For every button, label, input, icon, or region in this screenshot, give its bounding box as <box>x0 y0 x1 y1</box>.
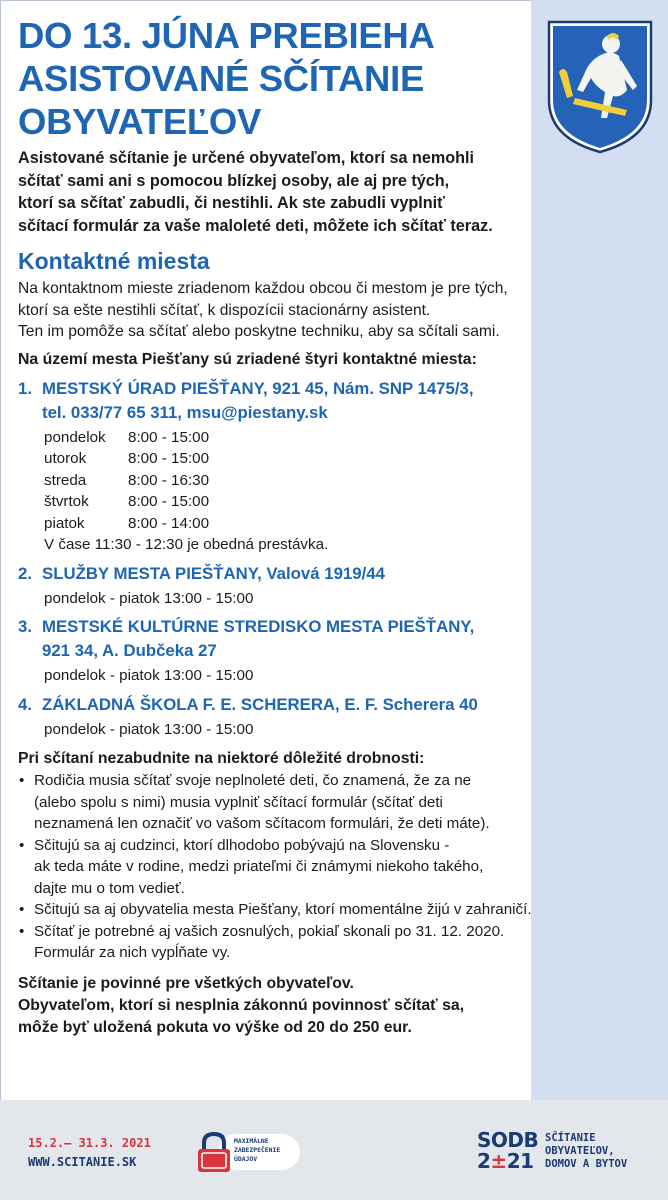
sodb-plusminus: ± <box>490 1149 507 1173</box>
note-line: Rodičia musia sčítať svoje neplnoleté deti, čo znamená, že za ne <box>34 772 472 789</box>
security-line: ZABEZPEČENIE <box>234 1146 281 1154</box>
sodb-logo-top: SODB <box>477 1128 539 1152</box>
hours-time: 8:00 - 15:00 <box>128 450 210 467</box>
location-number: 4. <box>18 694 32 714</box>
opening-hours <box>18 427 618 556</box>
padlock-icon <box>196 1132 232 1174</box>
location-title-line: MESTSKÉ KULTÚRNE STREDISKO MESTA PIEŠŤANY, <box>42 617 475 636</box>
note-item <box>18 835 658 900</box>
hours-row <box>44 513 618 535</box>
location-title <box>18 615 618 663</box>
note-line: neznamená len označiť vo vašom sčítacom formulári, že deti máte). <box>34 815 490 832</box>
note-line: Sčitujú sa aj cudzinci, ktorí dlhodobo pobývajú na Slovensku - <box>34 836 450 854</box>
footer-bar <box>0 1100 668 1200</box>
hours-row <box>44 491 618 513</box>
final-line: Obyvateľom, ktorí si nesplnia zákonnú povinnosť sčítať sa, <box>18 996 465 1014</box>
census-website-link[interactable]: WWW.SCITANIE.SK <box>28 1155 137 1169</box>
location-number: 2. <box>18 563 32 583</box>
intro-line: Asistované sčítanie je určené obyvateľom, ktorí sa nemohli <box>18 149 475 167</box>
bullet-icon: • <box>19 836 25 854</box>
hours-row <box>44 470 618 492</box>
sodb-logo <box>477 1130 537 1174</box>
note-line: Formulár za nich vypĺňate vy. <box>34 944 231 961</box>
note-line: Sčítať je potrebné aj vašich zosnulých, pokiaľ skonali po 31. 12. 2020. <box>34 922 505 940</box>
note-item <box>18 921 658 964</box>
location-title-line: SLUŽBY MESTA PIEŠŤANY, Valová 1919/44 <box>42 563 385 583</box>
description-line: ktorí sa ešte nestihli sčítať, k dispozícii stacionárny asistent. <box>18 301 431 319</box>
intro-line: sčítať sami ani s pomocou blízkej osoby, ale aj pre tých, <box>18 171 450 190</box>
intro-line: ktorí sa sčítať zabudli, či nestihli. Ak ste zabudli vyplniť <box>18 194 445 212</box>
location-title <box>18 693 618 717</box>
location-number: 1. <box>18 378 32 398</box>
security-line: ÚDAJOV <box>234 1155 258 1163</box>
note-line: dajte mu o tom vedieť. <box>34 879 185 897</box>
location-number: 3. <box>18 617 32 636</box>
hours-row <box>44 448 618 470</box>
description-line: Ten im pomôže sa sčítať alebo poskytne techniku, aby sa sčítali sami. <box>18 323 500 340</box>
headline <box>18 14 538 143</box>
bullet-icon: • <box>19 922 25 940</box>
headline-line: OBYVATEĽOV <box>18 101 262 142</box>
location-title-line: MESTSKÝ ÚRAD PIEŠŤANY, 921 45, Nám. SNP 1475/3, <box>42 378 474 398</box>
note-line: (alebo spolu s nimi) musia vyplniť sčítací formulár (sčítať deti <box>34 793 443 811</box>
location-schedule: pondelok - piatok 13:00 - 15:00 <box>44 720 254 738</box>
note-line: ak teda máte v rodine, medzi priateľmi či známymi niekoho takého, <box>34 858 484 875</box>
main-content <box>18 14 618 1039</box>
location-schedule: pondelok - piatok 13:00 - 15:00 <box>44 667 254 684</box>
sodb-year-part: 21 <box>506 1149 534 1173</box>
final-notice <box>18 973 558 1039</box>
census-dates: 15.2.– 31.3. 2021 <box>28 1136 151 1150</box>
hours-day: štvrtok <box>44 493 89 510</box>
sodb-logo-year <box>477 1151 534 1171</box>
final-line: Sčítanie je povinné pre všetkých obyvateľov. <box>18 974 354 992</box>
lunch-break-note: V čase 11:30 - 12:30 je obedná prestávka. <box>44 536 329 553</box>
location-title-line: ZÁKLADNÁ ŠKOLA F. E. SCHERERA, E. F. Scherera 40 <box>42 694 478 714</box>
sodb-year-part: 2 <box>477 1149 491 1173</box>
contacts-title: Kontaktné miesta <box>18 248 210 274</box>
data-security-badge <box>196 1130 300 1174</box>
hours-day: piatok <box>44 514 85 532</box>
hours-time: 8:00 - 16:30 <box>128 471 210 489</box>
hours-time: 8:00 - 15:00 <box>128 428 210 446</box>
final-line: môže byť uložená pokuta vo výške od 20 do 250 eur. <box>18 1018 412 1036</box>
notes-heading: Pri sčítaní nezabudnite na niektoré dôležité drobnosti: <box>18 750 425 767</box>
hours-time: 8:00 - 15:00 <box>128 493 210 510</box>
note-item <box>18 899 658 921</box>
hours-day: utorok <box>44 450 87 467</box>
census-brand-text <box>545 1132 627 1171</box>
location-schedule: pondelok - piatok 13:00 - 15:00 <box>44 589 254 607</box>
description-line: Na kontaktnom mieste zriadenom každou obcou či mestom je pre tých, <box>18 280 508 297</box>
security-badge-text <box>234 1137 280 1164</box>
location-title <box>18 377 618 425</box>
intro-paragraph <box>18 147 573 237</box>
location-title-line: tel. 033/77 65 311, msu@piestany.sk <box>42 402 328 422</box>
brand-line: OBYVATEĽOV, <box>545 1145 615 1157</box>
headline-line: ASISTOVANÉ SČÍTANIE <box>18 58 424 99</box>
headline-line: DO 13. JÚNA PREBIEHA <box>18 15 435 56</box>
location-title <box>18 562 618 586</box>
contacts-summary: Na území mesta Piešťany sú zriadené štyri kontaktné miesta: <box>18 350 477 368</box>
intro-line: sčítací formulár za vaše maloleté deti, môžete ich sčítať teraz. <box>18 216 493 235</box>
note-line: Sčitujú sa aj obyvatelia mesta Piešťany, ktorí momentálne žijú v zahraničí. <box>34 901 532 918</box>
contacts-description <box>18 278 538 343</box>
brand-line: DOMOV A BYTOV <box>545 1158 628 1170</box>
brand-line: SČÍTANIE <box>545 1132 596 1144</box>
bullet-icon: • <box>19 772 25 789</box>
hours-day: pondelok <box>44 428 106 446</box>
location-title-line: 921 34, A. Dubčeka 27 <box>42 641 217 660</box>
bullet-icon: • <box>19 901 25 918</box>
security-line: MAXIMÁLNE <box>234 1137 269 1145</box>
location-1 <box>18 377 618 556</box>
hours-day: streda <box>44 471 87 489</box>
hours-time: 8:00 - 14:00 <box>128 514 210 532</box>
note-item <box>18 770 658 835</box>
hours-row <box>44 427 618 449</box>
location-2 <box>18 562 618 610</box>
location-4 <box>18 693 618 741</box>
location-3 <box>18 615 618 687</box>
